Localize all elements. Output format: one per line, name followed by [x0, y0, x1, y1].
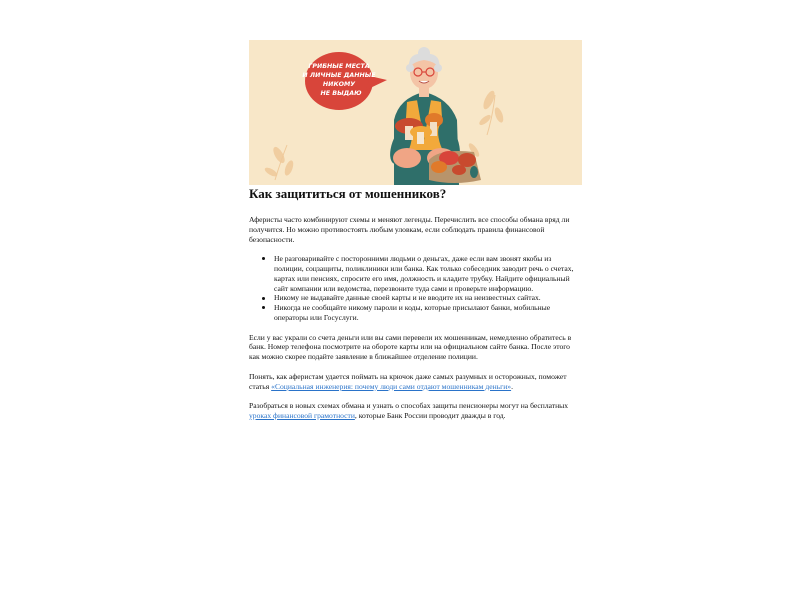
bubble-line-3: НИКОМУ	[322, 81, 356, 88]
bubble-line-4: НЕ ВЫДАЮ	[320, 90, 362, 97]
bubble-line-2: И ЛИЧНЫЕ ДАННЫЕ	[302, 72, 376, 79]
hero-illustration	[249, 40, 582, 185]
article-title: Как защититься от мошенников?	[249, 186, 447, 201]
lessons-text-before: Разобраться в новых схемах обмана и узнать о способах защиты пенсионеры могут на бесплатных	[249, 401, 569, 411]
list-item: Не разговаривайте с посторонними людьми о деньгах, даже если вам звонят якобы из полиции, соцзащиты, поликлиники или банка. Как только собеседник заводит речь о счетах, картах или пенсиях, спросите его имя, должность и кладите трубку. Найдите официальный сайт компании или ведомства, перезвоните туда сами и проверьте информацию.	[274, 254, 582, 293]
grandmother-mushrooms-illustration	[249, 40, 582, 185]
article	[249, 40, 582, 431]
list-item: Никому не выдавайте данные своей карты и не вводите их на неизвестных сайтах.	[274, 293, 582, 303]
social-text-after: .	[511, 381, 513, 391]
social-engineering-link[interactable]: «Социальная инженерия: почему люди сами отдают мошенникам деньги»	[271, 381, 512, 391]
financial-lessons-paragraph	[249, 401, 582, 421]
safety-rules-list	[249, 254, 582, 323]
intro-paragraph: Аферисты часто комбинируют схемы и меняют легенды. Перечислить все способы обмана вряд ли получится. Но можно противостоять любым уловкам, если соблюдать правила финансовой безопасности.	[249, 215, 570, 244]
financial-literacy-lessons-link[interactable]: уроках финансовой грамотности	[249, 410, 355, 420]
stolen-money-paragraph: Если у вас украли со счета деньги или вы сами перевели их мошенникам, немедленно обратитесь в банк. Номер телефона посмотрите на обороте карты или на официальном сайте банка. После этого как можно скорее подайте заявление в ближайшее отделение полиции.	[249, 332, 572, 362]
lessons-text-after: , которые Банк России проводит дважды в год.	[354, 410, 506, 420]
list-item: Никогда не сообщайте никому пароли и коды, которые присылают банки, мобильные операторы или Госуслуги.	[274, 303, 582, 323]
social-engineering-paragraph	[249, 372, 582, 392]
bubble-line-1: ГРИБНЫЕ МЕСТА	[308, 63, 370, 70]
social-text-before: Понять, как аферистам удается поймать на крючок даже самых разумных и осторожных, поможет статья	[249, 371, 567, 391]
